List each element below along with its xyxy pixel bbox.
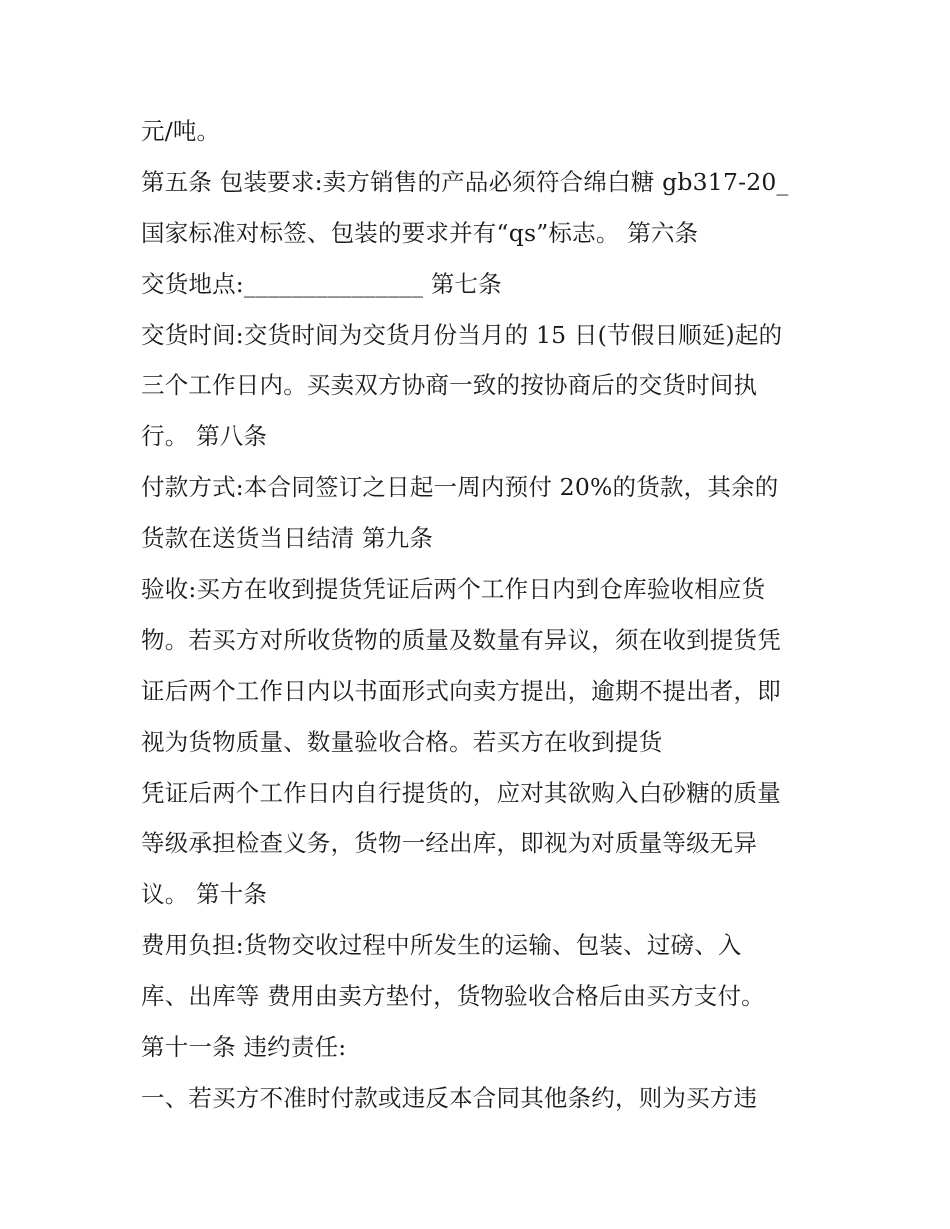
text-line: 元/吨。 <box>141 117 221 145</box>
text-line: 视为货物质量、数量验收合格。若买方在收到提货 <box>141 727 663 756</box>
text-line: 验收:买方在收到提货凭证后两个工作日内到仓库验收相应货 <box>141 575 766 604</box>
text-line: 凭证后两个工作日内自行提货的，应对其欲购入白砂糖的质量 <box>141 778 781 807</box>
text-line: 货款在送货当日结清 第九条 <box>141 524 434 553</box>
text-line: 费用负担:货物交收过程中所发生的运输、包装、过磅、入 <box>141 931 742 960</box>
text-line: 第五条 包装要求:卖方销售的产品必须符合绵白糖 gb317-20_ <box>141 167 789 196</box>
text-line: 议。 第十条 <box>141 880 268 909</box>
text-line: 付款方式:本合同签订之日起一周内预付 20%的货款，其余的 <box>141 473 779 502</box>
text-line: 三个工作日内。买卖双方协商一致的按协商后的交货时间执 <box>141 371 758 400</box>
text-line: 证后两个工作日内以书面形式向卖方提出，逾期不提出者，即 <box>141 676 781 705</box>
text-line: 一、若买方不准时付款或违反本合同其他条约，则为买方违 <box>141 1083 758 1112</box>
contract-text <box>141 106 821 1124</box>
text-line: 物。若买方对所收货物的质量及数量有异议，须在收到提货凭 <box>141 625 781 654</box>
text-line: 国家标准对标签、包装的要求并有“qs”标志。 第六条 <box>141 218 699 247</box>
text-line: 库、出库等 费用由卖方垫付，货物验收合格后由买方支付。 <box>141 982 765 1011</box>
text-line: 等级承担检查义务，货物一经出库，即视为对质量等级无异 <box>141 829 758 858</box>
text-line: 行。 第八条 <box>141 422 268 451</box>
text-line: 第十一条 违约责任: <box>141 1033 347 1062</box>
text-line: 交货时间:交货时间为交货月份当月的 15 日(节假日顺延)起的 <box>141 320 783 349</box>
text-line: 交货地点:_______________ 第七条 <box>141 269 502 298</box>
